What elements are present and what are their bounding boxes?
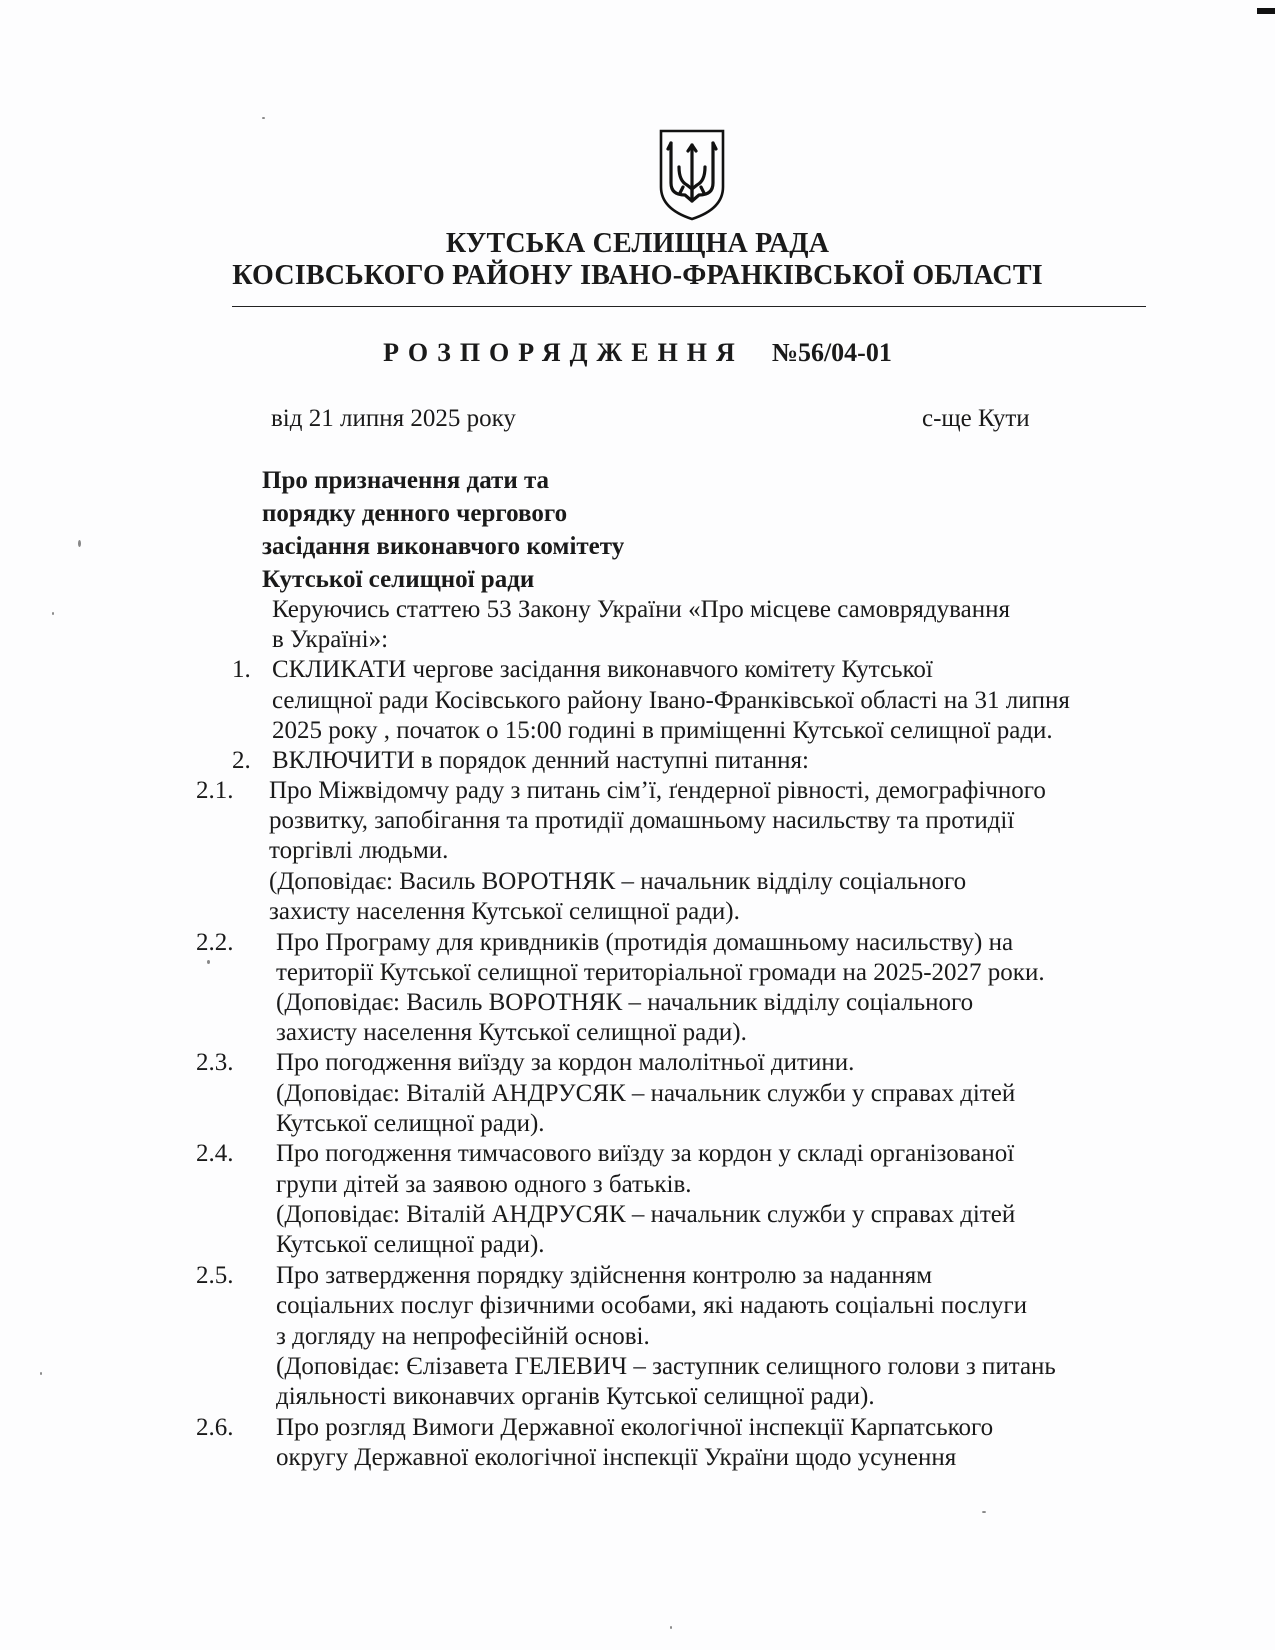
- document-date: від 21 липня 2025 року: [271, 405, 516, 432]
- subitem-line: Про затвердження порядку здійснення контролю за наданням: [276, 1262, 933, 1289]
- header-divider: [232, 306, 1146, 307]
- scan-speck: [40, 1372, 42, 1375]
- preamble-line: в Україні»:: [272, 626, 389, 653]
- scan-speck: [78, 540, 81, 547]
- subitem-line: Про Програму для кривдників (протидія домашньому насильству) на: [276, 929, 1014, 956]
- subitem-line: соціальних послуг фізичними особами, які надають соціальні послуги: [276, 1292, 1028, 1319]
- subitem-line: округу Державної екологічної інспекції України щодо усунення: [276, 1444, 957, 1471]
- subitem-number: 2.1.: [196, 777, 234, 804]
- scan-speck: [52, 612, 54, 615]
- document-title: [0, 338, 1275, 368]
- scan-speck: [207, 960, 210, 964]
- document-place: с-ще Кути: [922, 405, 1030, 432]
- ukraine-trident-icon: [657, 129, 727, 221]
- subitem-line: Про погодження виїзду за кордон малолітньої дитини.: [276, 1049, 855, 1076]
- scan-speck: [262, 117, 265, 119]
- subitem-line: розвитку, запобігання та протидії домашньому насильству та протидії: [269, 807, 1015, 834]
- document-number: №56/04-01: [771, 338, 892, 367]
- subitem-line: Кутської селищної ради).: [276, 1231, 545, 1258]
- scan-speck: [670, 1626, 672, 1629]
- subject-line: Про призначення дати та: [262, 467, 550, 494]
- subitem-line: Про Міжвідомчу раду з питань сім’ї, ґендерної рівності, демографічного: [269, 777, 1046, 804]
- subitem-line: (Доповідає: Єлізавета ГЕЛЕВИЧ – заступник селищного голови з питань: [276, 1353, 1056, 1380]
- subitem-line: групи дітей за заявою одного з батьків.: [276, 1171, 692, 1198]
- subitem-line: захисту населення Кутської селищної ради).: [276, 1019, 747, 1046]
- subitem-number: 2.2.: [196, 929, 234, 956]
- subitem-line: Кутської селищної ради).: [276, 1110, 545, 1137]
- scan-corner-mark: [1257, 8, 1275, 14]
- subitem-line: Про розгляд Вимоги Державної екологічної інспекції Карпатського: [276, 1414, 994, 1441]
- subitem-number: 2.6.: [196, 1414, 234, 1441]
- subitem-line: діяльності виконавчих органів Кутської селищної ради).: [276, 1383, 875, 1410]
- subitem-number: 2.4.: [196, 1140, 234, 1167]
- org-name-line1: КУТСЬКА СЕЛИЩНА РАДА: [445, 228, 830, 259]
- document-type: РОЗПОРЯДЖЕННЯ: [383, 338, 744, 367]
- item-line: 2025 року , початок о 15:00 годині в приміщенні Кутської селищної ради.: [272, 717, 1053, 744]
- subject-line: засідання виконавчого комітету: [262, 533, 625, 560]
- preamble-line: Керуючись статтею 53 Закону України «Про місцеве самоврядування: [272, 596, 1010, 623]
- subitem-line: (Доповідає: Віталій АНДРУСЯК – начальник служби у справах дітей: [276, 1080, 1016, 1107]
- document-subject: [262, 464, 624, 596]
- item-line: СКЛИКАТИ чергове засідання виконавчого комітету Кутської: [272, 656, 933, 683]
- subitem-line: з догляду на непрофесійній основі.: [276, 1323, 650, 1350]
- item-line: ВКЛЮЧИТИ в порядок денний наступні питання:: [272, 747, 809, 774]
- subitem-line: Про погодження тимчасового виїзду за кордон у складі організованої: [276, 1140, 1015, 1167]
- item-number: 1.: [232, 656, 251, 683]
- subject-line: Кутської селищної ради: [262, 566, 535, 593]
- subitem-number: 2.5.: [196, 1262, 234, 1289]
- item-number: 2.: [232, 747, 251, 774]
- subitem-line: (Доповідає: Василь ВОРОТНЯК – начальник відділу соціального: [276, 989, 974, 1016]
- subject-line: порядку денного чергового: [262, 500, 568, 527]
- subitem-line: (Доповідає: Віталій АНДРУСЯК – начальник служби у справах дітей: [276, 1201, 1016, 1228]
- scan-speck: [982, 1511, 986, 1513]
- subitem-line: торгівлі людьми.: [269, 837, 449, 864]
- item-line: селищної ради Косівського району Івано-Франківської області на 31 липня: [272, 687, 1070, 714]
- subitem-line: захисту населення Кутської селищної ради).: [269, 898, 740, 925]
- org-name-line2: КОСІВСЬКОГО РАЙОНУ ІВАНО-ФРАНКІВСЬКОЇ ОБЛАСТІ: [232, 260, 1043, 291]
- subitem-number: 2.3.: [196, 1049, 234, 1076]
- subitem-line: (Доповідає: Василь ВОРОТНЯК – начальник відділу соціального: [269, 868, 967, 895]
- subitem-line: території Кутської селищної територіальної громади на 2025-2027 роки.: [276, 959, 1045, 986]
